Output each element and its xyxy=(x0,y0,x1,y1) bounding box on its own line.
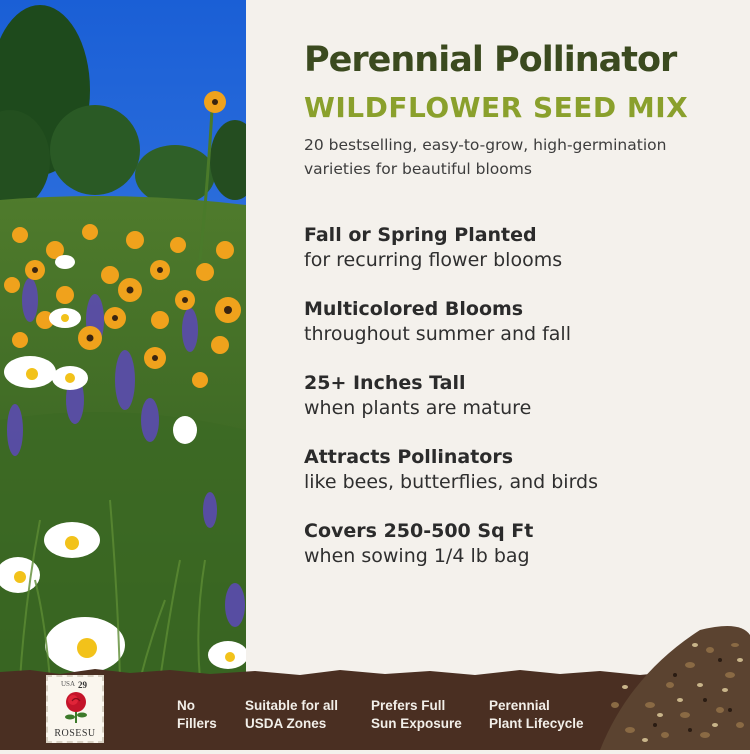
feature-item xyxy=(304,222,734,296)
feature-heading: Covers 250-500 Sq Ft xyxy=(304,520,534,542)
page-subtitle: WILDFLOWER SEED MIX xyxy=(304,91,689,124)
feature-item xyxy=(304,444,734,518)
feature-detail: for recurring flower blooms xyxy=(304,249,563,271)
feature-heading: 25+ Inches Tall xyxy=(304,372,466,394)
badge-usda-zones xyxy=(245,697,338,733)
rose-stamp-icon xyxy=(58,689,94,725)
badge-perennial xyxy=(489,697,584,733)
feature-heading: Multicolored Blooms xyxy=(304,298,524,320)
page-title: Perennial Pollinator xyxy=(304,40,677,80)
badge-line: Sun Exposure xyxy=(371,716,462,731)
badge-no-fillers xyxy=(177,697,217,733)
feature-item xyxy=(304,518,734,592)
badge-line: Plant Lifecycle xyxy=(489,716,584,731)
feature-item xyxy=(304,370,734,444)
info-panel xyxy=(246,0,750,680)
seed-pile-icon xyxy=(590,615,750,750)
feature-list xyxy=(304,222,734,592)
badge-line: Fillers xyxy=(177,716,217,731)
stamp-country: USA xyxy=(61,680,76,688)
product-description: 20 bestselling, easy-to-grow, high-germination varieties for beautiful blooms xyxy=(304,136,667,178)
feature-detail: like bees, butterflies, and birds xyxy=(304,471,599,493)
badge-line: Suitable for all xyxy=(245,698,339,713)
badge-line: Prefers Full xyxy=(371,698,446,713)
badge-line: No xyxy=(177,698,195,713)
feature-detail: throughout summer and fall xyxy=(304,323,571,345)
badge-line: Perennial xyxy=(489,698,550,713)
feature-heading: Fall or Spring Planted xyxy=(304,224,537,246)
feature-detail: when sowing 1/4 lb bag xyxy=(304,545,530,567)
brand-stamp-logo xyxy=(46,675,104,743)
feature-detail: when plants are mature xyxy=(304,397,532,419)
wildflower-meadow-photo xyxy=(0,0,246,680)
stamp-value: 29 xyxy=(78,680,87,690)
badge-full-sun xyxy=(371,697,462,733)
feature-heading: Attracts Pollinators xyxy=(304,446,514,468)
feature-item xyxy=(304,296,734,370)
badge-line: USDA Zones xyxy=(245,716,327,731)
brand-name: ROSESU xyxy=(54,728,96,739)
